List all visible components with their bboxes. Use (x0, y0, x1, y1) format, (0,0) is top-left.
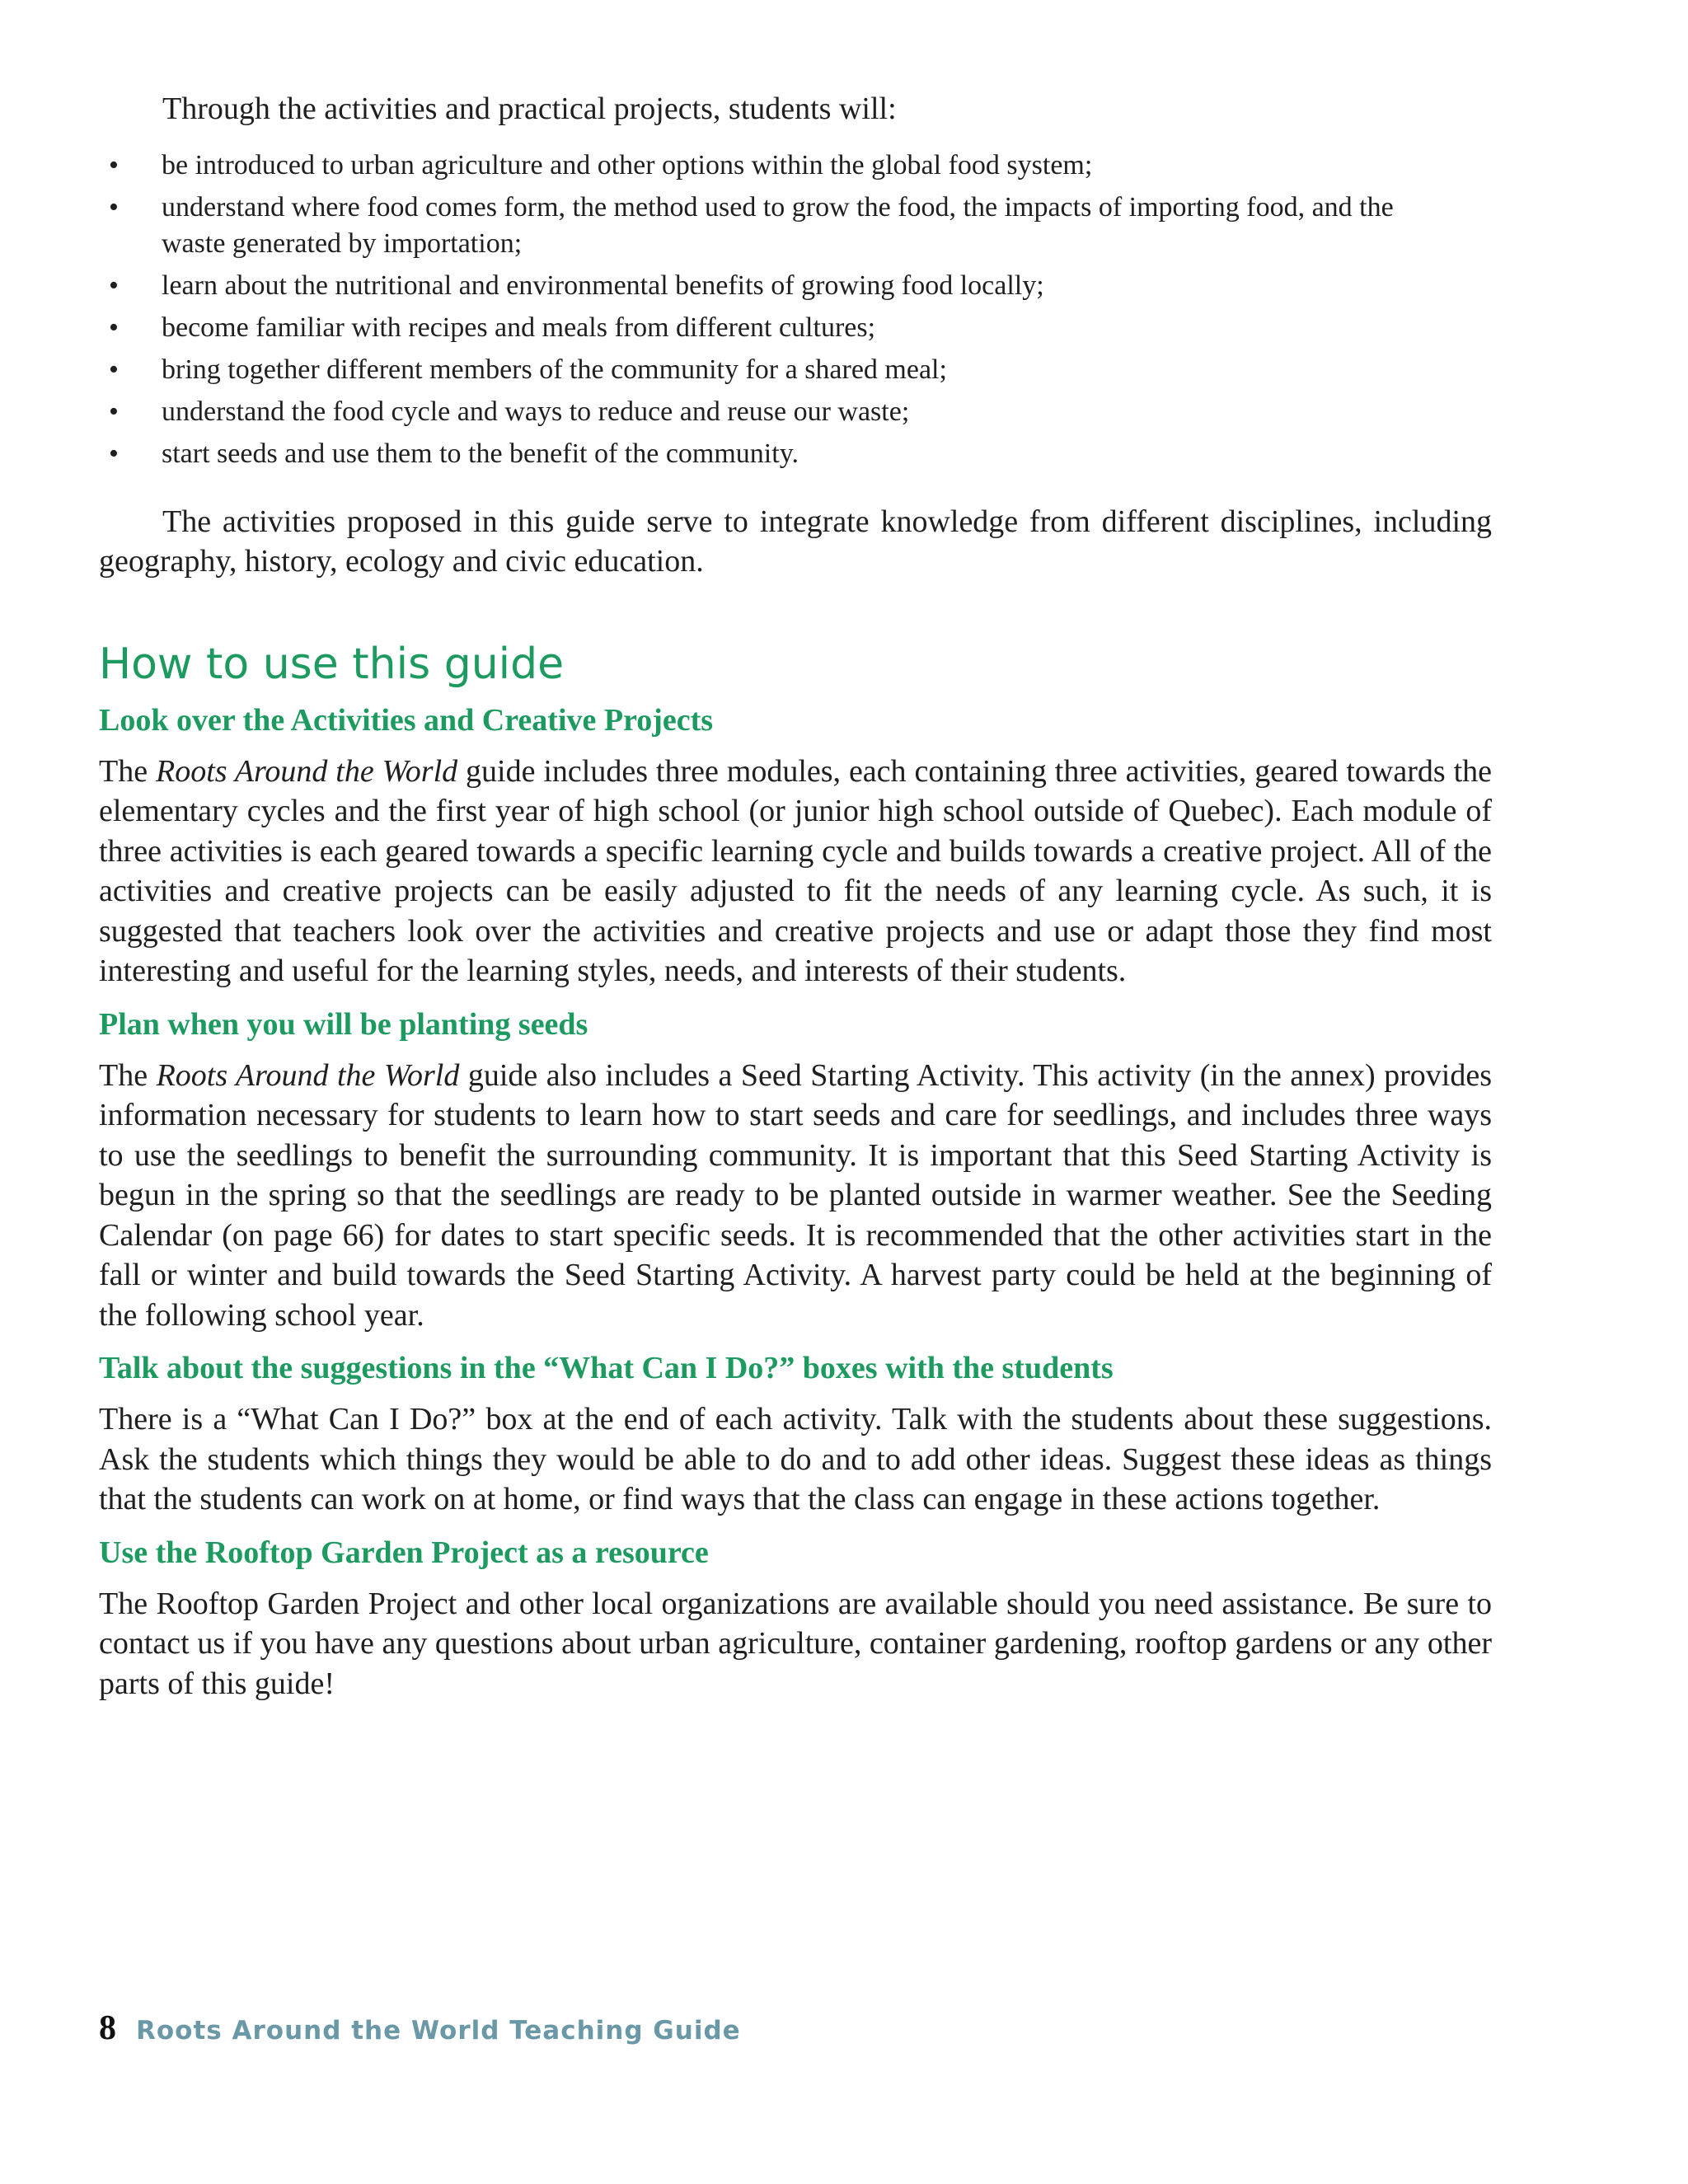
page-content (99, 89, 1492, 1717)
list-item: • understand where food comes form, the method used to grow the food, the impacts of importing food, and the waste generated by importation; (99, 190, 1426, 262)
footer-guide-title: Roots Around the World Teaching Guide (136, 2016, 741, 2046)
list-item: • learn about the nutritional and environmental benefits of growing food locally; (99, 268, 1426, 304)
subsection-planting (99, 1005, 1492, 1336)
list-item: • become familiar with recipes and meals from different cultures; (99, 310, 1426, 346)
bullet-icon: • (109, 191, 119, 223)
intro-closing: The activities proposed in this guide serve to integrate knowledge from different disciplines, including geography, history, ecology and civic education. (99, 504, 1492, 579)
subsection-heading: Plan when you will be planting seeds (99, 1006, 588, 1042)
list-item: • understand the food cycle and ways to reduce and reuse our waste; (99, 394, 1426, 430)
intro-lead: Through the activities and practical projects, students will: (162, 91, 897, 126)
subsection-heading: Use the Rooftop Garden Project as a resource (99, 1535, 709, 1570)
subsection-body: The Rooftop Garden Project and other local organizations are available should you need assistance. Be sure to contact us if you have any questions about urban agriculture, container gardening, rooftop gardens or any other parts of this guide! (99, 1586, 1492, 1701)
bullet-icon: • (109, 438, 119, 469)
subsection-body: There is a “What Can I Do?” box at the end of each activity. Talk with the students about these suggestions. Ask the students which things they would be able to do and to add other ideas. Suggest these ideas as things that the students can work on at home, or find ways that the class can engage in these actions together. (99, 1402, 1492, 1516)
list-item: • be introduced to urban agriculture and other options within the global food system; (99, 148, 1426, 184)
page-number: 8 (99, 2009, 116, 2047)
subsection-rooftop-garden (99, 1533, 1492, 1704)
subsection-activities (99, 701, 1492, 991)
subsection-body: The Roots Around the World guide also includes a Seed Starting Activity. This activity (in the annex) provides information necessary for students to learn how to start seeds and care for seedlings, and includes three ways to use the seedlings to benefit the surrounding community. It is important that this Seed Starting Activity is begun in the spring so that the seedlings are ready to be planted outside in warmer weather. See the Seeding Calendar (on page 66) for dates to start specific seeds. It is recommended that the other activities start in the fall or winter and build towards the Seed Starting Activity. A harvest party could be held at the beginning of the following school year. (99, 1057, 1493, 1333)
bullet-icon: • (109, 396, 119, 427)
intro-bullet-list (99, 148, 1426, 472)
subsection-body: The Roots Around the World guide includes three modules, each containing three activities, geared towards the elementary cycles and the first year of high school (or junior high school outside of Quebec). Each module of three activities is each geared towards a specific learning cycle and builds towards a creative project. All of the activities and creative projects can be easily adjusted to fit the needs of any learning cycle. As such, it is suggested that teachers look over the activities and creative projects and use or adapt those they find most interesting and useful for the learning styles, needs, and interests of their students. (99, 753, 1492, 988)
list-item: • start seeds and use them to the benefit of the community. (99, 436, 1426, 472)
subsection-heading: Look over the Activities and Creative Projects (99, 702, 714, 738)
guide-title-italic: Roots Around the World (156, 1057, 460, 1093)
subsection-what-can-i-do (99, 1348, 1492, 1520)
section-title: How to use this guide (99, 639, 565, 689)
bullet-icon: • (109, 354, 119, 385)
guide-title-italic: Roots Around the World (156, 753, 458, 789)
page-footer (99, 2008, 741, 2048)
subsection-heading: Talk about the suggestions in the “What Can I Do?” boxes with the students (99, 1351, 1114, 1385)
bullet-icon: • (109, 269, 119, 301)
list-item: • bring together different members of the community for a shared meal; (99, 352, 1426, 388)
bullet-icon: • (109, 312, 119, 343)
bullet-icon: • (109, 149, 119, 180)
